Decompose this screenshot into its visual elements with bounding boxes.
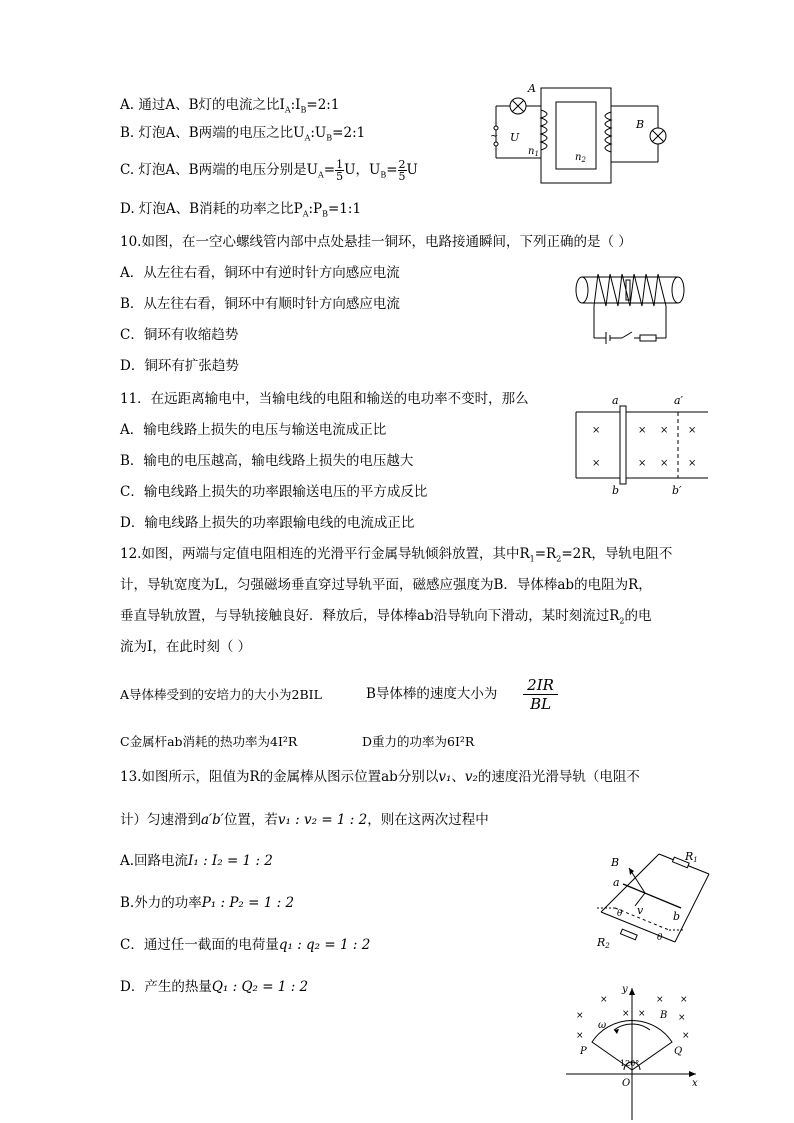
q11-option-a: A．输电线路上损失的电压与输送电流成正比 <box>120 422 387 438</box>
q10-stem: 10.如图，在一空心螺线管内部中点处悬挂一铜环，电路接通瞬间，下列正确的是（ ） <box>120 234 632 250</box>
axis-y-label: y <box>622 984 628 995</box>
field-b-label-q14: B <box>660 1010 668 1021</box>
svg-text:×: × <box>688 425 697 436</box>
svg-text:×: × <box>688 458 697 469</box>
omega-label: ω <box>598 1020 607 1031</box>
q12-option-b: B导体棒的速度大小为 $\frac{2IR}{BL}$ <box>366 676 558 713</box>
q12-option-c: C金属杆ab消耗的热功率为4I²R <box>120 734 298 749</box>
q11-option-d: D．输电线路上损失的功率跟输电线的电流成正比 <box>120 515 415 531</box>
angle-theta-label-2: θ <box>657 933 663 943</box>
n2-label: $n_2$ <box>575 152 586 164</box>
axis-x-label: x <box>692 1078 698 1089</box>
velocity-fraction: $\frac{2IR}{BL}$ <box>523 676 558 713</box>
q10-option-d: D．铜环有扩张趋势 <box>120 358 239 374</box>
q12-stem-line3: 垂直导轨放置，与导轨接触良好．释放后，导体棒ab沿导轨向下滑动，某时刻流过$R_2$的电 <box>120 608 652 626</box>
rotating-sector-figure <box>562 982 702 1122</box>
q12-stem-line1: 12.如图，两端与定值电阻相连的光滑平行金属导轨倾斜放置，其中$R_1=R_2=2R$，导轨电阻不 <box>120 546 673 564</box>
point-a-label: a <box>612 394 619 407</box>
q12-option-d: D重力的功率为6I²R <box>362 734 475 749</box>
point-b-prime-label: b′ <box>672 484 682 497</box>
origin-o-label: O <box>622 1078 631 1089</box>
rail-field-figure <box>572 394 712 498</box>
rod-end-a-label: a <box>613 876 620 889</box>
q9-option-a: A. 通过A、B灯的电流之比$I_A:I_B=2:1$ <box>120 97 340 115</box>
field-b-label: B <box>611 856 620 869</box>
svg-text:×: × <box>600 995 608 1005</box>
point-p-label: P <box>580 1046 587 1057</box>
q12-stem-line4: 流为I，在此时刻（ ） <box>120 639 252 655</box>
q11-option-c: C．输电线路上损失的功率跟输送电压的平方成反比 <box>120 484 428 500</box>
resistor-r1-label: R1 <box>685 850 698 864</box>
lamp-b-label: B <box>636 118 645 131</box>
svg-text:×: × <box>622 1009 630 1019</box>
q12-option-a: A导体棒受到的安培力的大小为2BIL <box>120 687 322 702</box>
svg-text:×: × <box>638 458 647 469</box>
svg-text:×: × <box>576 1031 584 1041</box>
q13-stem-line2: 计）匀速滑到a′b′位置，若v₁ : v₂ = 1 : 2，则在这两次过程中 <box>120 812 489 828</box>
svg-text:×: × <box>680 995 688 1005</box>
q11-option-b: B．输电的电压越高，输电线路上损失的电压越大 <box>120 453 414 469</box>
svg-text:×: × <box>678 1013 686 1023</box>
q12-stem-line2: 计，导轨宽度为L，匀强磁场垂直穿过导轨平面，磁感应强度为B．导体棒ab的电阻为R， <box>120 577 652 593</box>
svg-text:×: × <box>592 425 601 436</box>
inclined-rail-figure <box>585 848 715 952</box>
rod-end-b-label: b <box>673 910 681 923</box>
lamp-a-label: A <box>528 82 536 95</box>
n1-label: $n_1$ <box>528 146 539 158</box>
angle-120-label: 120° <box>620 1059 640 1068</box>
q10-option-a: A．从左往右看，铜环中有逆时针方向感应电流 <box>120 265 400 281</box>
q13-stem-line1: 13.如图所示，阻值为R的金属棒从图示位置ab分别以v₁、v₂的速度沿光滑导轨（电阻不 <box>120 769 640 785</box>
q10-option-b: B．从左往右看，铜环中有顺时针方向感应电流 <box>120 296 400 312</box>
q9-option-d: D. 灯泡A、B消耗的功率之比$P_A:P_B=1:1$ <box>120 201 362 219</box>
svg-text:×: × <box>638 1009 646 1019</box>
q9-option-b: B. 灯泡A、B两端的电压之比$U_A:U_B=2:1$ <box>120 125 366 143</box>
q10-option-c: C．铜环有收缩趋势 <box>120 327 239 343</box>
q13-option-c: C．通过任一截面的电荷量q₁ : q₂ = 1 : 2 <box>120 937 371 953</box>
angle-theta-label: θ <box>617 909 623 919</box>
q13-option-b: B.外力的功率P₁ : P₂ = 1 : 2 <box>120 895 295 911</box>
point-q-label: Q <box>674 1046 683 1057</box>
q9-option-c: C. 灯泡A、B两端的电压分别是$U_A=$ $\frac{1}{5}$ U，$U_B=$ $\frac{2}{5}$ U <box>120 158 418 183</box>
svg-text:~: ~ <box>490 131 499 142</box>
transformer-figure <box>488 78 668 188</box>
svg-text:×: × <box>638 425 647 436</box>
svg-text:×: × <box>592 458 601 469</box>
svg-text:×: × <box>656 995 664 1005</box>
point-a-prime-label: a′ <box>674 394 684 407</box>
resistor-r2-label: R2 <box>597 936 610 950</box>
svg-text:×: × <box>682 1031 690 1041</box>
q13-option-d: D．产生的热量Q₁ : Q₂ = 1 : 2 <box>120 979 309 995</box>
q13-option-a: A.回路电流I₁ : I₂ = 1 : 2 <box>120 853 273 869</box>
voltage-u-label: U <box>510 131 520 144</box>
velocity-v-label: v <box>637 904 644 917</box>
svg-text:×: × <box>576 1011 584 1021</box>
svg-text:×: × <box>660 458 669 469</box>
q11-stem: 11．在远距离输电中，当输电线的电阻和输送的电功率不变时，那么 <box>120 391 529 407</box>
solenoid-figure <box>570 266 690 348</box>
svg-text:×: × <box>660 425 669 436</box>
point-b-label: b <box>612 484 620 497</box>
